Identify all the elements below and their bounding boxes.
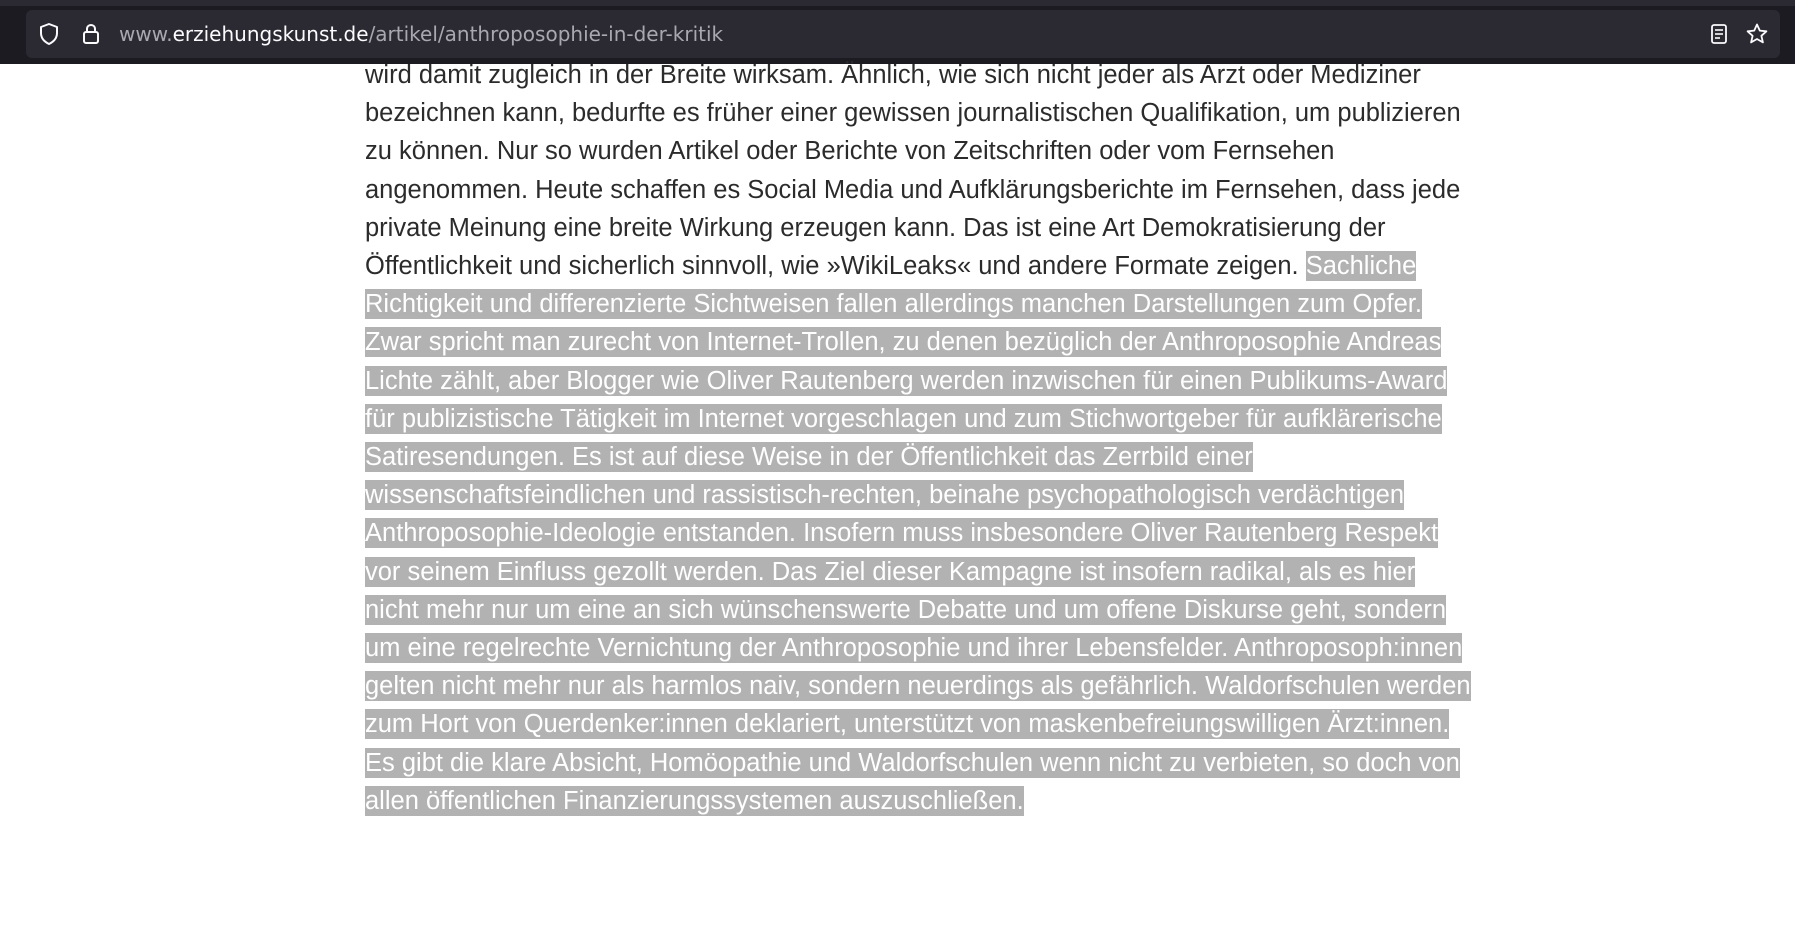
- lock-icon[interactable]: [78, 21, 104, 47]
- article-paragraph: [365, 56, 1475, 820]
- paragraph-text-unselected: wird damit zugleich in der Breite wirksam. Ähnlich, wie sich nicht jeder als Arzt oder Mediziner bezeichnen kann, bedurfte es früher einer gewissen journalistischen Qualifikation, um publizieren zu können. Nur so wurden Artikel oder Berichte von Zeitschriften oder vom Fernsehen angenommen. Heute schaffen es Social Media und Aufklärungsberichte im Fernsehen, dass jede private Meinung eine breite Wirkung erzeugen kann. Das ist eine Art Demokratisierung der Öffentlichkeit und sicherlich sinnvoll, wie »WikiLeaks« und andere Formate zeigen.: [365, 61, 1461, 281]
- shield-icon[interactable]: [36, 21, 62, 47]
- address-bar[interactable]: [26, 10, 1780, 58]
- url-prefix: www.: [119, 22, 173, 46]
- url-host: erziehungskunst.de: [172, 22, 369, 46]
- toolbar-top-strip: [0, 0, 1795, 6]
- url-path: /artikel/anthroposophie-in-der-kritik: [368, 22, 724, 46]
- bookmark-star-icon[interactable]: [1744, 21, 1770, 47]
- browser-toolbar: [0, 0, 1795, 64]
- selected-text-highlight[interactable]: Sachliche Richtigkeit und differenzierte Sichtweisen fallen allerdings manchen Darstellungen zum Opfer. Zwar spricht man zurecht von Internet-Trollen, zu denen bezüglich der Anthroposophie Andreas Lichte zählt, aber Blogger wie Oliver Rautenberg werden inzwischen für einen Publikums-Award für publizistische Tätigkeit im Internet vorgeschlagen und zum Stichwortgeber für aufklärerische Satiresendungen. Es ist auf diese Weise in der Öffentlichkeit das Zerrbild einer wissenschaftsfeindlichen und rassistisch-rechten, beinahe psychopathologisch verdächtigen Anthroposophie-Ideologie entstanden. Insofern muss insbesondere Oliver Rautenberg Respekt vor seinem Einfluss gezollt werden. Das Ziel dieser Kampagne ist insofern radikal, als es hier nicht mehr nur um eine an sich wünschenswerte Debatte und um offene Diskurse geht, sondern um eine regelrechte Vernichtung der Anthroposophie und ihrer Lebensfelder. Anthroposoph:innen gelten nicht mehr nur als harmlos naiv, sondern neuerdings als gefährlich. Waldorfschulen werden zum Hort von Querdenker:innen deklariert, unterstützt von maskenbefreiungswilligen Ärzt:innen. Es gibt die klare Absicht, Homöopathie und Waldorfschulen wenn nicht zu verbieten, so doch von allen öffentlichen Finanzierungssystemen auszuschließen.: [365, 252, 1471, 815]
- article-body: [365, 56, 1475, 820]
- url-text[interactable]: [119, 23, 723, 45]
- reader-view-icon[interactable]: [1706, 21, 1732, 47]
